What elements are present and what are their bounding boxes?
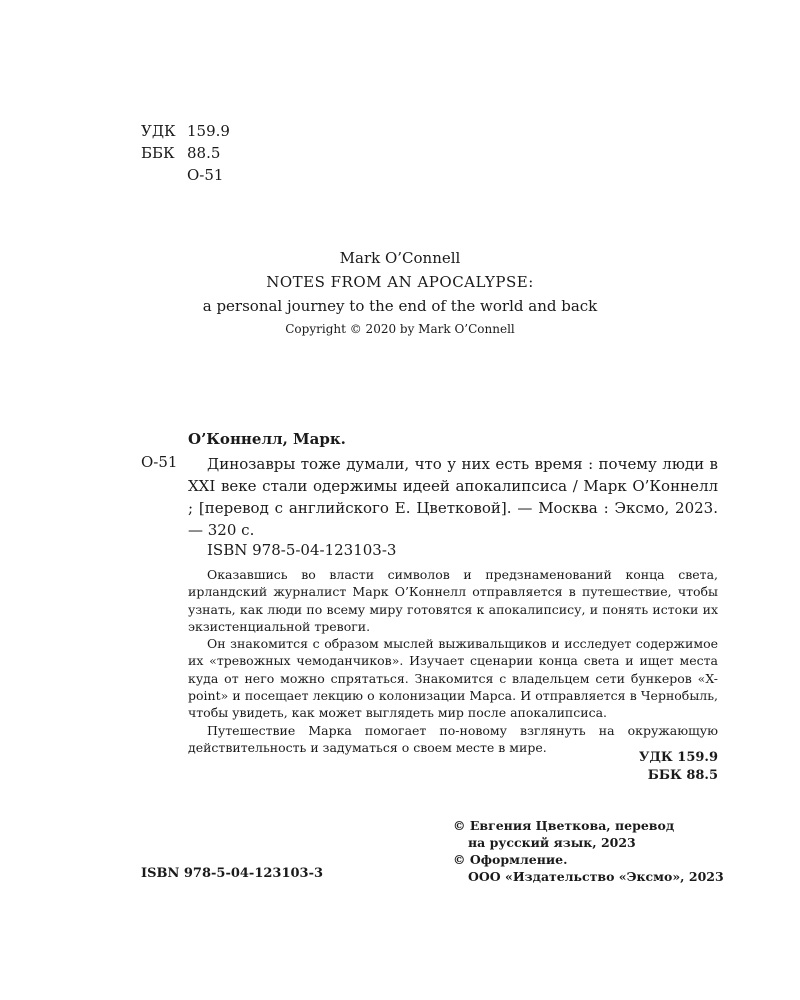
isbn-bottom: ISBN 978-5-04-123103-3 [141,866,324,881]
record-description [188,453,718,541]
bbk-value: 88.5 [187,144,221,162]
author-mark-row [141,164,230,186]
udk-row [141,120,230,142]
record-heading: О’Коннелл, Марк. [188,430,346,448]
annotation-paragraph: Оказавшись во власти символов и предзнаменований конца света, ирландский журналист Марк О’Коннелл отправляется в путешествие, чтобы узнать, как люди по всему миру готовятся к апокалипсису, и понять истоки их экзистенциальной тревоги. [188,567,718,634]
author-mark: О-51 [187,166,224,184]
annotation-codes [620,749,718,785]
record-description-text: Динозавры тоже думали, что у них есть время : почему люди в XXI веке стали одержимы идеей апокалипсиса / Марк О’Коннелл ; [перевод с английского Е. Цветковой]. — Москва : Эксмо, 2023. — 320 с. [188,455,718,539]
design-rights: © Оформление. [453,852,568,867]
classification-codes [141,120,230,186]
translation-rights-cont: на русский язык, 2023 [468,835,636,850]
annotation-bbk: ББК 88.5 [647,768,718,783]
annotation-paragraph: Он знакомится с образом мыслей выживальщиков и исследует содержимое их «тревожных чемоданчиков». Изучает сценарии конца света и ищет места куда от него можно спрятаться. Знакомится с владельцем сети бункеров «X-point» и посещает лекцию о колонизации Марса. И отправляется в Чернобыль, чтобы увидеть, как может выглядеть мир после апокалипсиса. [188,636,718,721]
bbk-row [141,142,230,164]
publisher-rights: ООО «Издательство «Эксмо», 2023 [468,869,724,884]
rights-block [453,817,724,885]
original-subtitle: a personal journey to the end of the world and back [202,297,598,315]
record-mark: О-51 [141,453,178,471]
annotation [188,566,718,756]
translation-rights: © Евгения Цветкова, перевод [453,818,675,833]
original-title: NOTES FROM AN APOCALYPSE: [266,273,534,291]
annotation-paragraph: Путешествие Марка помогает по-новому взглянуть на окружающую действительность и задуматься о своем месте в мире. [188,722,718,755]
udk-value: 159.9 [187,122,230,140]
original-author: Mark O’Connell [339,249,461,267]
bbk-label: ББК [141,144,175,162]
record-isbn: ISBN 978-5-04-123103-3 [207,541,397,559]
copyright-notice: Copyright © 2020 by Mark O’Connell [285,322,515,336]
udk-label: УДК [141,122,176,140]
annotation-udk: УДК 159.9 [638,750,718,765]
